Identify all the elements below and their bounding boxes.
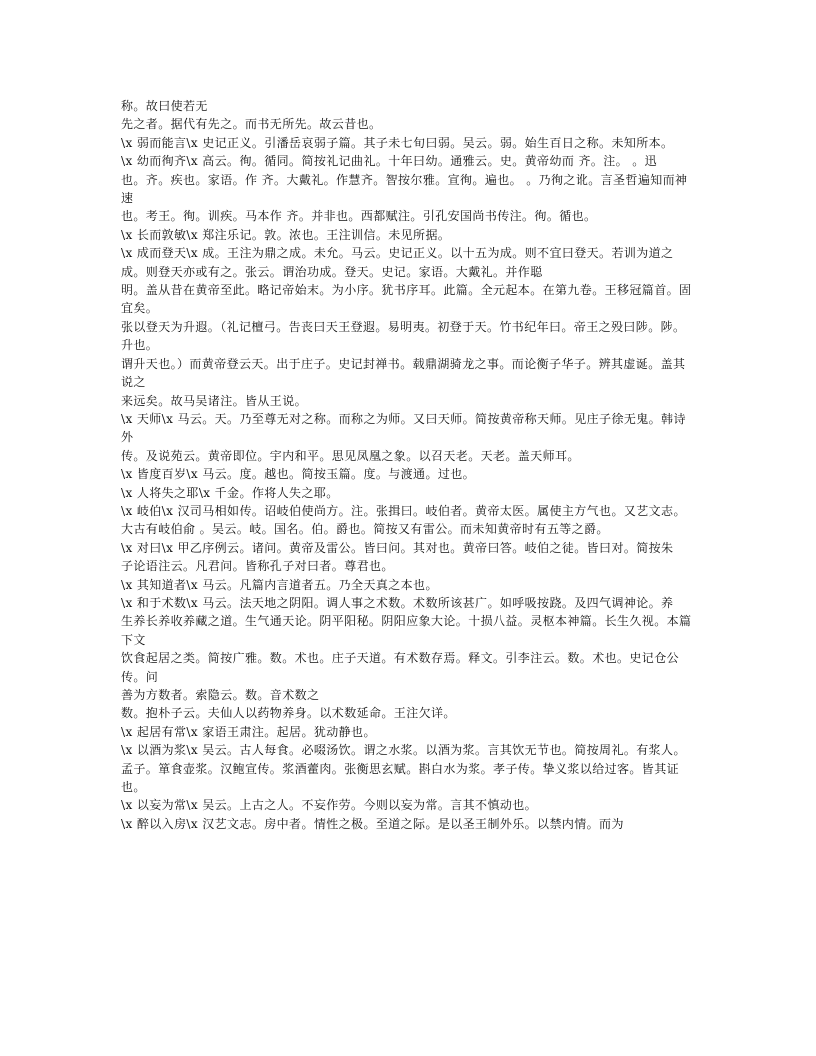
text-line: \x 成而登天\x 成。王注为鼎之成。未允。马云。史记正义。以十五为成。则不宜曰登天。若训为道之 [121,246,674,261]
text-line: 孟子。箪食壶浆。汉鲍宣传。浆酒藿肉。张衡思玄赋。斟白水为浆。孝子传。挚义浆以给过客。皆其证也。 [121,761,680,795]
text-line: \x 弱而能言\x 史记正义。引潘岳哀弱子篇。其子未七旬曰弱。吴云。弱。始生百日之称。未知所本。 [121,135,674,150]
document-page [121,97,697,833]
text-line: 数。抱朴子云。夫仙人以药物养身。以术数延命。王注欠详。 [121,706,456,721]
text-line: 生养长养收养藏之道。生气通天论。阴平阳秘。阴阳应象大论。十损八益。灵枢本神篇。长生久视。本篇下文 [121,614,692,647]
text-line: 谓升天也。）而黄帝登云天。出于庄子。史记封禅书。载鼎湖骑龙之事。而论衡子华子。辨其虚诞。盖其说之 [121,356,686,390]
text-line: 称。故曰使若无 [121,99,208,113]
text-line: 大古有岐伯俞 。吴云。岐。国名。伯。爵也。简按又有雷公。而未知黄帝时有五等之爵。 [121,522,609,537]
text-line: \x 长而敦敏\x 郑注乐记。敦。浓也。王注训信。未见所据。 [121,227,451,242]
text-line: \x 天师\x 马云。天。乃至尊无对之称。而称之为师。又曰天师。简按黄帝称天师。见庄子徐无鬼。韩诗外 [121,411,686,445]
text-line: 明。盖从昔在黄帝至此。略记帝始末。为小序。犹书序耳。此篇。全元起本。在第九卷。王移冠篇首。固宜矣。 [121,283,692,316]
text-line: \x 以妄为常\x 吴云。上古之人。不妄作劳。今则以妄为常。言其不慎动也。 [121,798,538,813]
text-line: \x 起居有常\x 家语王肃注。起居。犹动静也。 [121,724,376,739]
text-line: \x 以酒为浆\x 吴云。古人每食。必啜汤饮。谓之水浆。以酒为浆。言其饮无节也。简按周礼。有浆人。 [121,743,686,758]
text-line: 子论语注云。凡君问。皆称孔子对曰者。尊君也。 [121,559,394,574]
text-line: \x 幼而徇齐\x 高云。徇。循同。简按礼记曲礼。十年曰幼。通雅云。史。黄帝幼而 齐。注。 。迅 [121,154,658,169]
text-line: \x 岐伯\x 汉司马相如传。诏岐伯使尚方。注。张揖曰。岐伯者。黄帝太医。属使主方气也。又艺文志。 [121,503,686,518]
text-line: \x 皆度百岁\x 马云。度。越也。简按玉篇。度。与渡通。过也。 [121,467,476,482]
text-line: 也。考王。徇。训疾。马本作 齐。并非也。西都赋注。引孔安国尚书传注。徇。循也。 [121,209,597,224]
text-line: \x 醉以入房\x 汉艺文志。房中者。情性之极。至道之际。是以圣王制外乐。以禁内情。而为 [121,816,624,831]
text-line: \x 对曰\x 甲乙序例云。诸问。黄帝及雷公。皆曰问。其对也。黄帝曰答。岐伯之徒。皆曰对。简按朱 [121,540,674,555]
text-line: 饮食起居之类。简按广雅。数。术也。庄子天道。有术数存焉。释文。引李注云。数。术也。史记仓公传。问 [121,651,680,684]
text-line: \x 和于术数\x 马云。法天地之阴阳。调人事之术数。术数所该甚广。如呼吸按跷。及四气调神论。养 [121,595,674,610]
text-line: \x 人将失之耶\x 千金。作将人失之耶。 [121,485,339,500]
text-line: \x 其知道者\x 马云。凡篇内言道者五。乃全天真之本也。 [121,577,438,592]
text-line: 传。及说苑云。黄帝即位。宇内和平。思见凤凰之象。以召天老。天老。盖天师耳。 [121,448,580,463]
text-line: 善为方数者。索隐云。数。音术数之 [121,688,320,702]
text-line: 先之者。据代有先之。而书无所先。故云昔也。 [121,117,382,132]
text-line: 张以登天为升遐。（礼记檀弓。告丧曰天王登遐。易明夷。初登于天。竹书纪年曰。帝王之殁曰陟。陟。升也。 [121,319,686,353]
text-line: 也。齐。疾也。家语。作 齐。大戴礼。作慧齐。智按尔雅。宣徇。遍也。 。乃徇之讹。言圣哲遍知而神速 [121,172,688,206]
text-line: 成。则登天亦或有之。张云。谓治功成。登天。史记。家语。大戴礼。并作聪 [121,264,543,279]
text-line: 来远矣。故马吴诸注。皆从王说。 [121,393,308,408]
